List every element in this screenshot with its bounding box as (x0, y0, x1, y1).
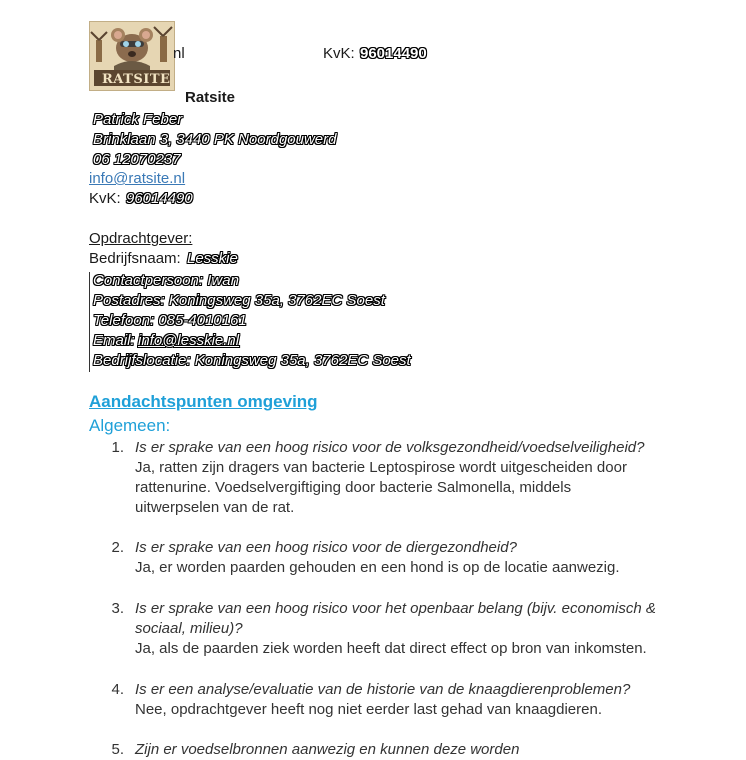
client-email-link[interactable]: info@lesskie.nl (138, 332, 240, 349)
client-contact-line: Contactpersoon: Iwan (93, 272, 239, 289)
item-1-number: 1. (111, 439, 124, 456)
company-contact-person: Patrick Feber (93, 111, 183, 128)
client-email-label: Email: (93, 332, 135, 349)
client-phone-line: Telefoon: 085-4010161 (93, 312, 247, 329)
company-address: Brinklaan 3, 3440 PK Noordgouwerd (93, 131, 337, 148)
item-2-question: Is er sprake van een hoog risico voor de diergezondheid? (135, 539, 517, 556)
company-kvk-label: KvK: (89, 190, 121, 207)
environment-heading: Aandachtspunten omgeving (89, 392, 318, 411)
item-2-number: 2. (111, 539, 124, 556)
logo-text: RATSITE (102, 72, 171, 87)
item-3-answer-line-1: Ja, als de paarden ziek worden heeft dat direct effect op bron van inkomsten. (135, 640, 647, 657)
client-postal-line: Postadres: Koningsweg 35a, 3762EC Soest (93, 292, 385, 309)
client-company-name: Lesskie (187, 250, 238, 267)
item-1-answer-line-2: rattenurine. Voedselvergiftiging door bacterie Salmonella, middels (135, 479, 572, 496)
item-1-question: Is er sprake van een hoog risico voor de volksgezondheid/voedselveiligheid? (135, 439, 645, 456)
item-5-number: 5. (111, 741, 124, 758)
item-5-question: Zijn er voedselbronnen aanwezig en kunnen deze worden (135, 741, 520, 758)
company-phone: 06 12070237 (93, 151, 181, 168)
domain-suffix: nl (173, 45, 185, 62)
item-3-question-line-1: Is er sprake van een hoog risico voor het openbaar belang (bijv. economisch & (135, 600, 656, 617)
item-1-answer-line-3: uitwerpselen van de rat. (135, 499, 295, 516)
company-kvk-number: 96014490 (126, 190, 193, 207)
client-company-label: Bedrijfsnaam: (89, 250, 181, 267)
header-kvk-number: 96014490 (360, 45, 427, 62)
ratsite-logo (89, 21, 175, 91)
item-3-question-line-2: sociaal, milieu)? (135, 620, 243, 637)
item-2-answer-line-1: Ja, er worden paarden gehouden en een hond is op de locatie aanwezig. (135, 559, 620, 576)
company-email-link[interactable]: info@ratsite.nl (89, 170, 186, 187)
item-4-question: Is er een analyse/evaluatie van de historie van de knaagdierenproblemen? (135, 681, 631, 698)
client-details-bar (89, 272, 90, 372)
client-section-title: Opdrachtgever: (89, 230, 193, 247)
item-1-answer-line-1: Ja, ratten zijn dragers van bacterie Leptospirose wordt uitgescheiden door (135, 459, 627, 476)
item-4-answer-line-1: Nee, opdrachtgever heeft nog niet eerder last gehad van knaagdieren. (135, 701, 602, 718)
environment-subheading: Algemeen: (89, 416, 171, 435)
item-3-number: 3. (111, 600, 124, 617)
client-business-address-line: Bedrijfslocatie: Koningsweg 35a, 3762EC Soest (93, 352, 411, 369)
company-name: Ratsite (185, 89, 236, 106)
item-4-number: 4. (111, 681, 124, 698)
header-kvk-label: KvK: (323, 45, 355, 62)
